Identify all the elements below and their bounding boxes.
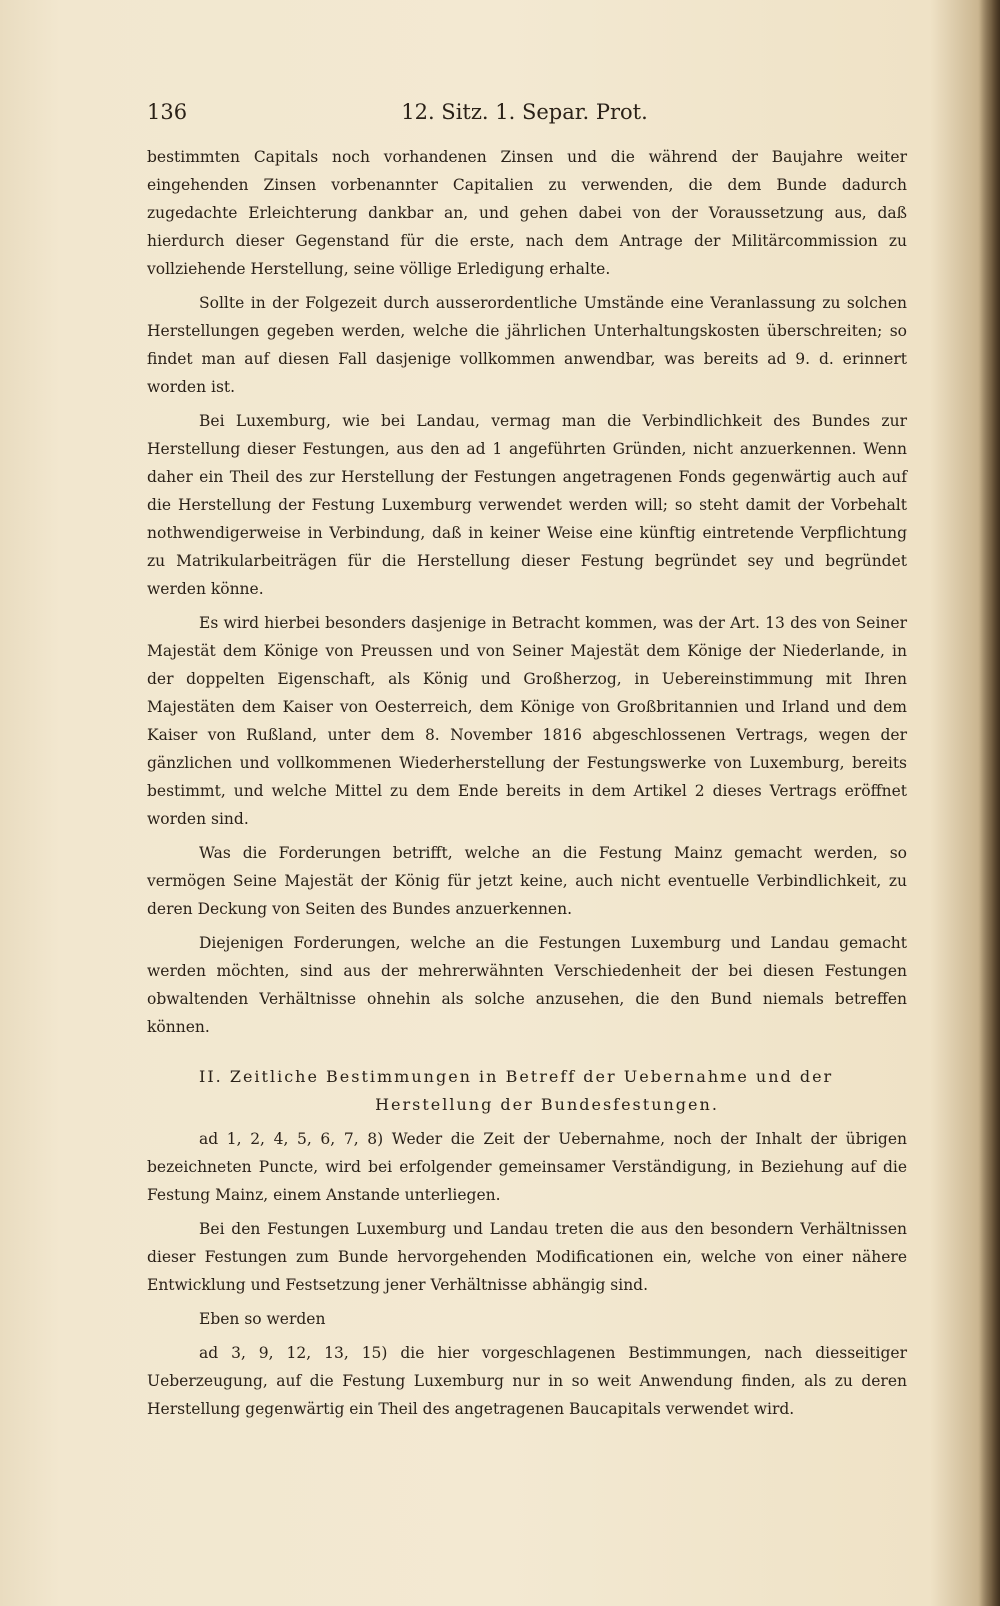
section-title-line1: Zeitliche Bestimmungen in Betreff der Uebernahme und der: [229, 1067, 834, 1086]
paragraph-7: ad 1, 2, 4, 5, 6, 7, 8) Weder die Zeit der Uebernahme, noch der Inhalt der übrigen bezeichneten Puncte, wird bei erfolgender gemeinsamer Verständigung, in Beziehung auf die Festung Mainz, einem Anstande unterliegen.: [147, 1130, 907, 1204]
paragraph-5: Was die Forderungen betrifft, welche an die Festung Mainz gemacht werden, so vermögen Seine Majestät der König für jetzt keine, auch nicht eventuelle Verbindlichkeit, zu deren Deckung von Seiten des Bundes anzuerkennen.: [147, 844, 907, 918]
page-number: 136: [147, 100, 188, 124]
section-heading: [147, 1063, 907, 1119]
paragraph-10: ad 3, 9, 12, 13, 15) die hier vorgeschlagenen Bestimmungen, nach diesseitiger Ueberzeugung, auf die Festung Luxemburg nur in so weit Anwendung finden, als zu deren Herstellung gegenwärtig ein Theil des angetragenen Baucapitals verwendet wird.: [147, 1344, 907, 1418]
page-body: [147, 143, 907, 1423]
paragraph-4: Es wird hierbei besonders dasjenige in Betracht kommen, was der Art. 13 des von Seiner Majestät dem Könige von Preussen und von Seiner Majestät dem Könige der Niederlande, in der doppelten Eigenschaft, als König und Großherzog, in Uebereinstimmung mit Ihren Majestäten dem Kaiser von Oesterreich, dem Könige von Großbritannien und Irland und dem Kaiser von Rußland, unter dem 8. November 1816 abgeschlossenen Vertrags, wegen der gänzlichen und vollkommenen Wiederherstellung der Festungswerke von Luxemburg, bereits bestimmt, und welche Mittel zu dem Ende bereits in dem Artikel 2 dieses Vertrags eröffnet worden sind.: [147, 614, 907, 828]
section-title-line2: Herstellung der Bundesfestungen.: [375, 1095, 719, 1114]
running-head: 12. Sitz. 1. Separ. Prot.: [401, 100, 648, 124]
page-header: [147, 100, 902, 136]
paragraph-1: bestimmten Capitals noch vorhandenen Zinsen und die während der Baujahre weiter eingehenden Zinsen vorbenannter Capitalien zu verwenden, die dem Bunde dadurch zugedachte Erleichterung dankbar an, und gehen dabei von der Voraussetzung aus, daß hierdurch dieser Gegenstand für die erste, nach dem Antrage der Militärcommission zu vollziehende Herstellung, seine völlige Erledigung erhalte.: [147, 148, 907, 278]
paragraph-2: Sollte in der Folgezeit durch ausserordentliche Umstände eine Veranlassung zu solchen Herstellungen gegeben werden, welche die jährlichen Unterhaltungskosten überschreiten; so findet man auf diesen Fall dasjenige vollkommen anwendbar, was bereits ad 9. d. erinnert worden ist.: [147, 294, 907, 396]
paragraph-9: Eben so werden: [199, 1310, 326, 1328]
page-edge-shadow: [978, 0, 1000, 1606]
section-number: II.: [199, 1067, 223, 1086]
paragraph-8: Bei den Festungen Luxemburg und Landau treten die aus den besondern Verhältnissen dieser Festungen zum Bunde hervorgehenden Modificationen ein, welche von einer nähere Entwicklung und Festsetzung jener Verhältnisse abhängig sind.: [147, 1220, 907, 1294]
paragraph-6: Diejenigen Forderungen, welche an die Festungen Luxemburg und Landau gemacht werden möchten, sind aus der mehrerwähnten Verschiedenheit der bei diesen Festungen obwaltenden Verhältnisse ohnehin als solche anzusehen, die den Bund niemals betreffen können.: [147, 934, 907, 1036]
paragraph-3: Bei Luxemburg, wie bei Landau, vermag man die Verbindlichkeit des Bundes zur Herstellung dieser Festungen, aus den ad 1 angeführten Gründen, nicht anzuerkennen. Wenn daher ein Theil des zur Herstellung der Festungen angetragenen Fonds gegenwärtig auch auf die Herstellung der Festung Luxemburg verwendet werden will; so steht damit der Vorbehalt nothwendigerweise in Verbindung, daß in keiner Weise eine künftig eintretende Verpflichtung zu Matrikularbeiträgen für die Herstellung dieser Festung begründet sey und begründet werden könne.: [147, 412, 907, 598]
